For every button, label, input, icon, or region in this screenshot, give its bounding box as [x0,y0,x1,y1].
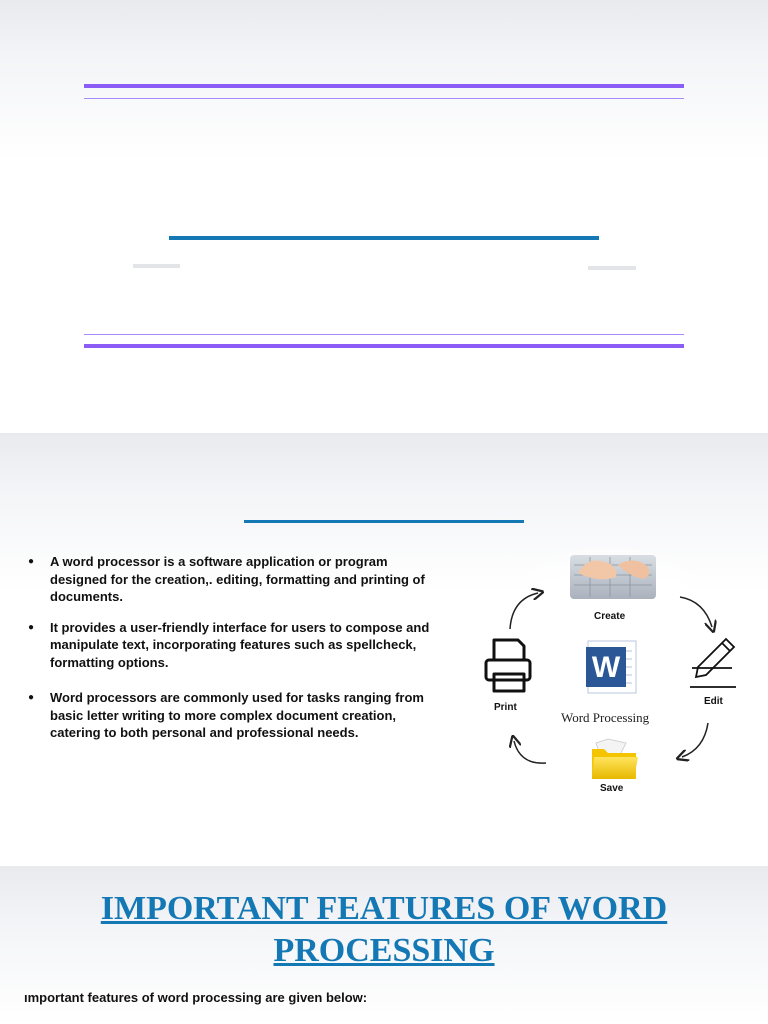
edit-label: Edit [704,696,723,707]
create-label: Create [594,611,626,622]
cycle-graphics [460,543,760,803]
bottom-rule-thin [84,334,684,335]
bullet-item: ● A word processor is a software application or program designed for the creation,. editing, formatting and printing of documents. [28,553,448,606]
features-slide [0,866,768,1024]
print-label: Print [494,702,517,713]
subtitle-dash-right [588,266,636,270]
bottom-rule-thick [84,344,684,348]
heading-underline [244,520,524,523]
keyboard-icon [570,555,656,599]
definition-slide [0,433,768,845]
bullet-item: ● It provides a user-friendly interface for users to compose and manipulate text, incorporating features such as spellcheck, formatting options. [28,619,448,672]
slide-title: IMPORTANT FEATURES OF WORD PROCESSING [100,890,668,969]
slide-gap [0,845,768,866]
word-logo-icon [586,641,636,693]
intro-text: ımportant features of word processing are given below: [24,990,368,1005]
title-underline [169,236,599,240]
top-rule-thin [84,98,684,99]
save-label: Save [600,783,624,794]
title-slide [0,0,768,412]
top-rule-thick [84,84,684,88]
slide-gap [0,412,768,433]
word-logo-letter: W [591,651,621,684]
center-label: Word Processing [561,710,650,725]
bullet-item: ● Word processors are commonly used for tasks ranging from basic letter writing to more complex document creation, catering to both personal and professional needs. [28,689,448,742]
word-processing-cycle-diagram [460,543,760,803]
bullet-list [28,553,448,755]
subtitle-dash-left [133,264,180,268]
